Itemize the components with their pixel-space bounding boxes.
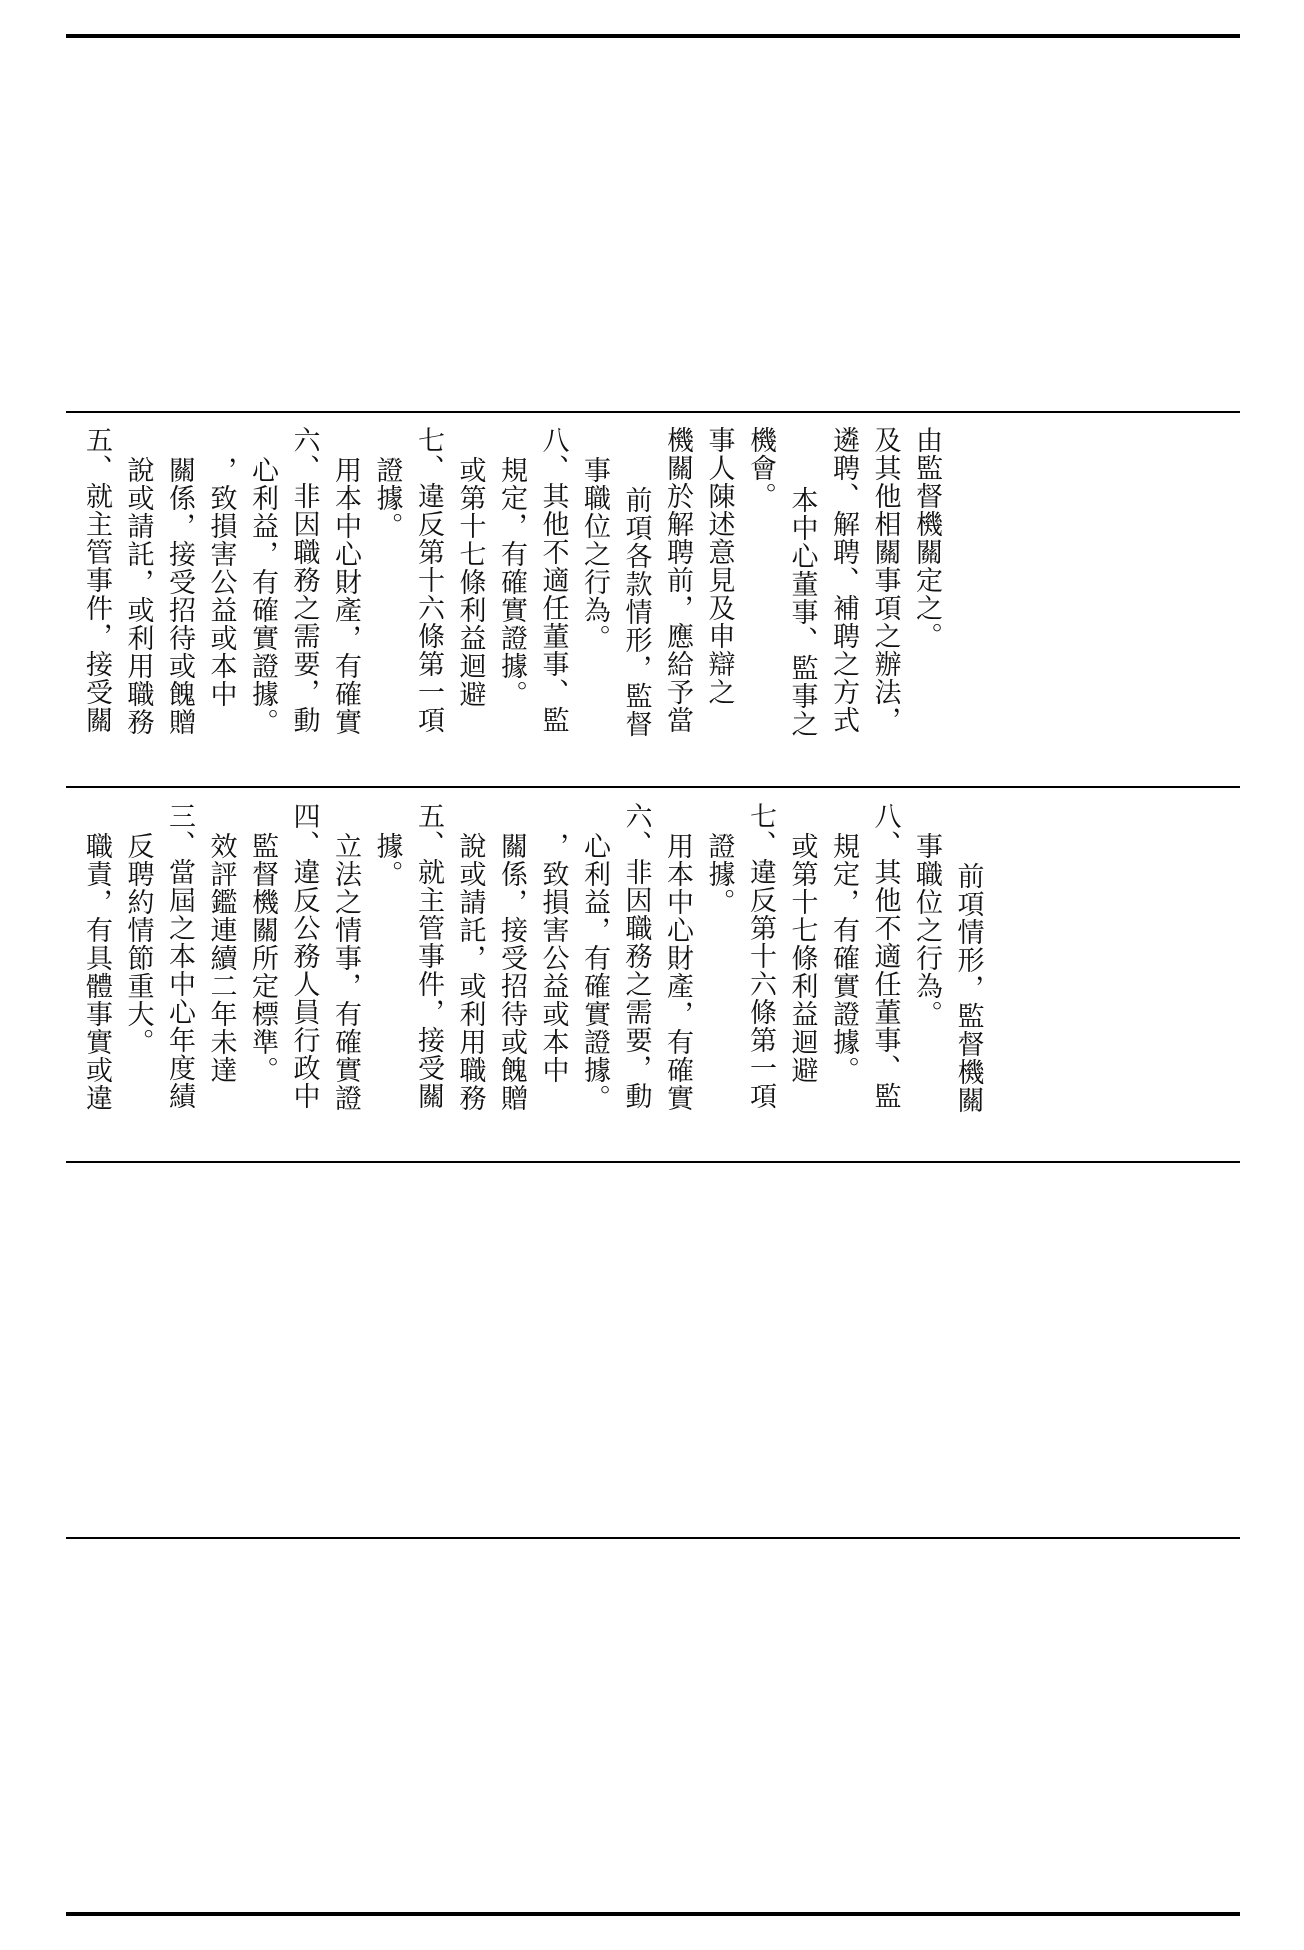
text-column: 前項各款情形，監督: [620, 486, 652, 738]
text-column: ，致損害公益或本中: [205, 456, 237, 708]
text-column: 事職位之行為。: [911, 832, 942, 1028]
text-column: 規定，有確實證據。: [496, 456, 527, 708]
text-column: 反聘約情節重大。: [122, 832, 154, 1056]
text-column: 證據。: [371, 456, 403, 540]
text-column: ，致損害公益或本中: [537, 832, 569, 1084]
text-column: 監督機關所定標準。: [247, 832, 278, 1084]
text-column: 五、就主管事件，接受關: [413, 802, 444, 1110]
upper-text-cell: [66, 418, 1240, 784]
text-column: 事人陳述意見及申辯之: [703, 426, 735, 706]
text-column: 用本中心財產，有確實: [330, 456, 361, 736]
text-column: 效評鑑連續二年未達: [205, 832, 237, 1084]
text-column: 機會。: [745, 426, 776, 510]
text-column: 證據。: [703, 832, 735, 916]
text-column: 本中心董事、監事之: [786, 486, 818, 738]
text-column: 事職位之行為。: [579, 456, 610, 652]
text-column: 或第十七條利益迴避: [786, 832, 818, 1084]
text-column: 三、當屆之本中心年度績: [164, 802, 195, 1110]
row-divider-2: [66, 786, 1240, 788]
text-column: 七、違反第十六條第一項: [413, 426, 444, 734]
text-column: 六、非因職務之需要，動: [620, 802, 652, 1110]
lower-text-cell: [66, 794, 1240, 1160]
row-divider-4: [66, 1537, 1240, 1539]
text-column: 關係，接受招待或餽贈: [164, 456, 195, 736]
text-column: 由監督機關定之。: [911, 426, 942, 650]
text-column: 說或請託，或利用職務: [454, 832, 486, 1112]
text-column: 據。: [371, 832, 403, 888]
text-column: 四、違反公務人員行政中: [288, 802, 320, 1110]
text-column: 八、其他不適任董事、監: [537, 426, 569, 734]
text-column: 規定，有確實證據。: [828, 832, 859, 1084]
text-column: 關係，接受招待或餽贈: [496, 832, 527, 1112]
text-column: 機關於解聘前，應給予當: [662, 426, 693, 734]
top-border: [66, 34, 1240, 38]
text-column: 或第十七條利益迴避: [454, 456, 486, 708]
text-column: 及其他相關事項之辦法，: [869, 426, 901, 734]
text-column: 五、就主管事件，接受關: [81, 426, 112, 734]
row-divider-3: [66, 1161, 1240, 1163]
text-column: 用本中心財產，有確實: [662, 832, 693, 1112]
text-column: 心利益，有確實證據。: [579, 832, 610, 1112]
text-column: 心利益，有確實證據。: [247, 456, 278, 736]
text-column: 遴聘、解聘、補聘之方式: [828, 426, 859, 734]
text-column: 立法之情事，有確實證: [330, 832, 361, 1112]
row-divider-1: [66, 411, 1240, 413]
text-column: 前項情形，監督機關: [952, 862, 984, 1114]
bottom-border: [66, 1912, 1240, 1916]
text-column: 職責，有具體事實或違: [81, 832, 112, 1112]
text-column: 說或請託，或利用職務: [122, 456, 154, 736]
text-column: 六、非因職務之需要，動: [288, 426, 320, 734]
text-column: 八、其他不適任董事、監: [869, 802, 901, 1110]
text-column: 七、違反第十六條第一項: [745, 802, 776, 1110]
